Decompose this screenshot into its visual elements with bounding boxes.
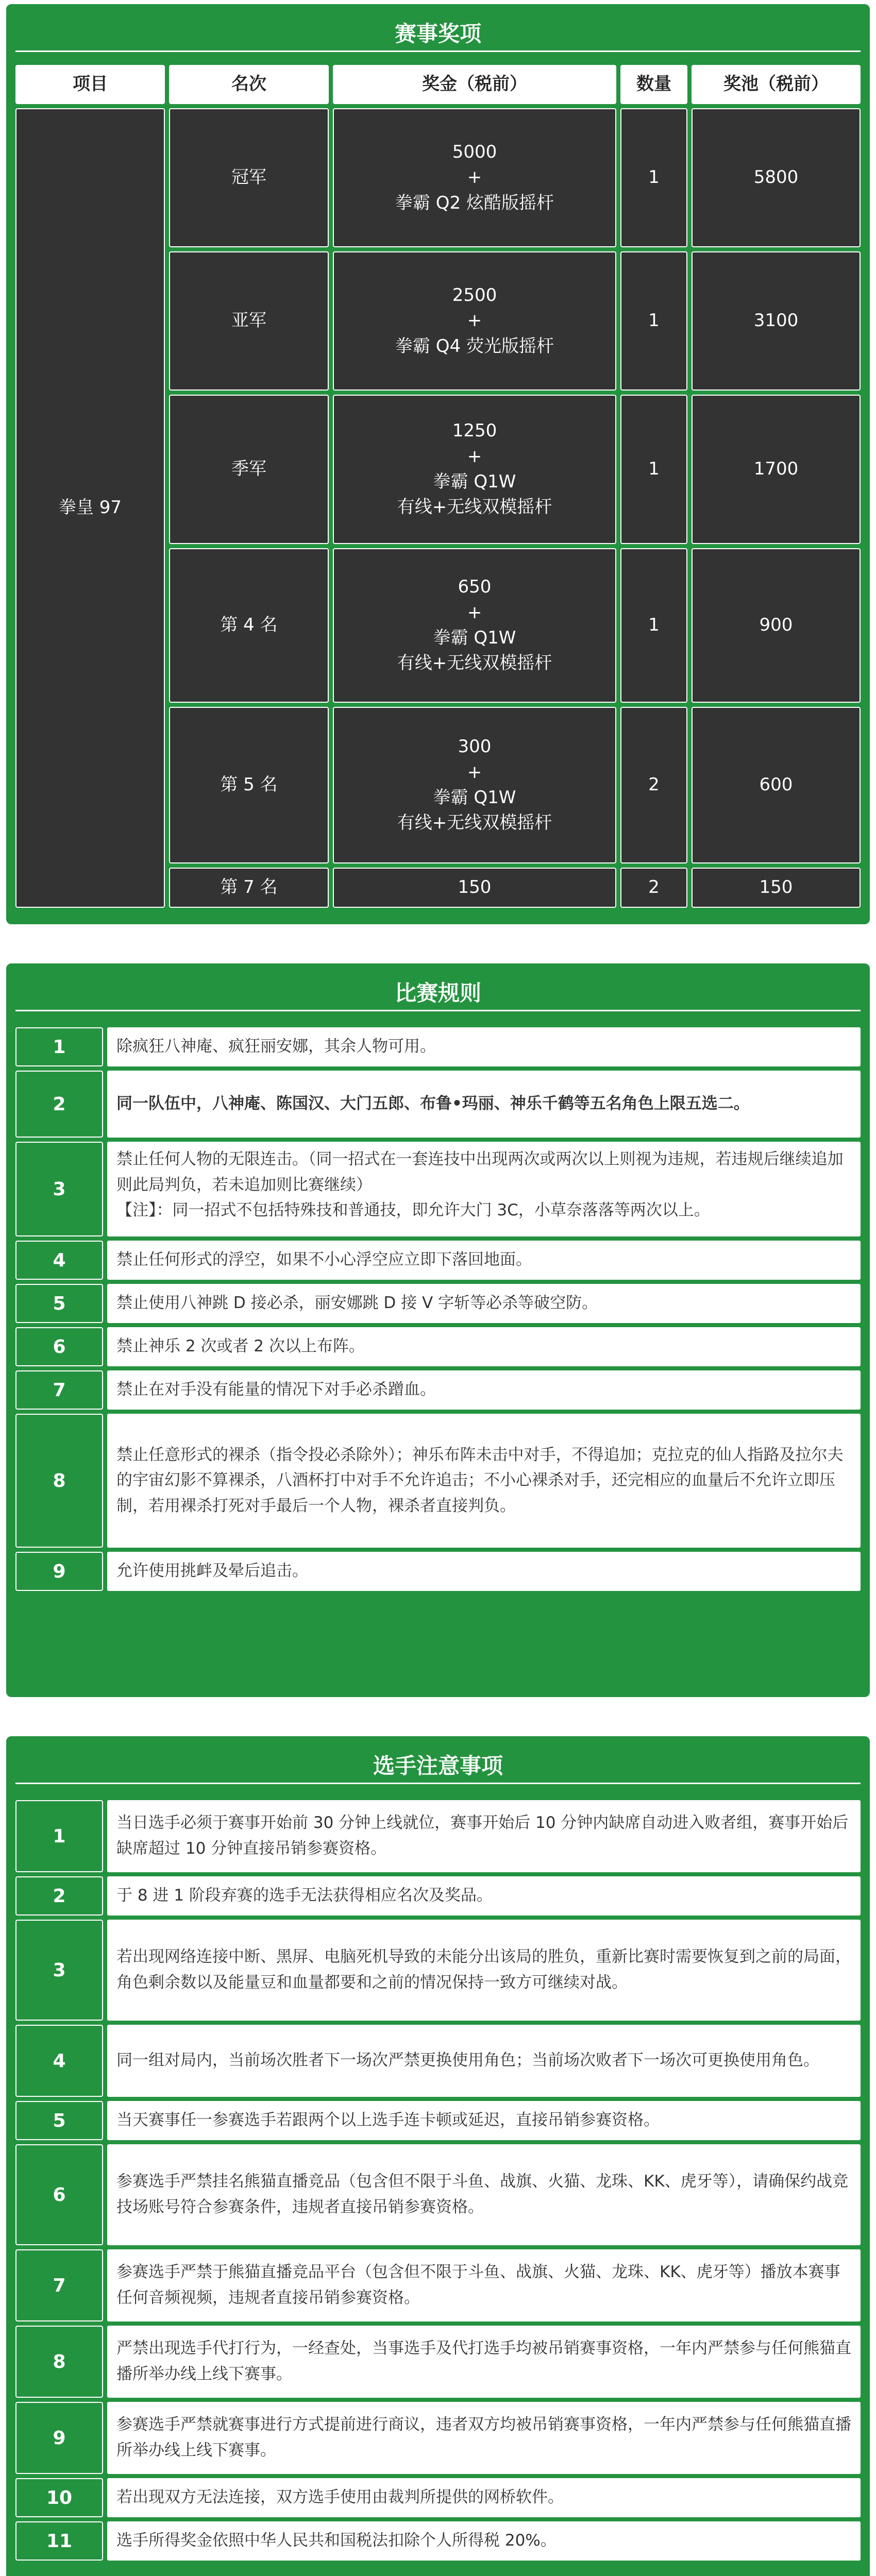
note-text: 当日选手必须于赛事开始前 30 分钟上线就位，赛事开始后 10 分钟内缺席自动进入败者组，赛事开始后缺席超过 10 分钟直接吊销参赛资格。 bbox=[107, 1800, 861, 1872]
bonus-line: 拳霸 Q4 荧光版摇杆 bbox=[395, 335, 554, 357]
rule-number: 4 bbox=[15, 1241, 103, 1280]
bonus-line: 有线+无线双模摇杆 bbox=[397, 497, 552, 518]
rule-number: 3 bbox=[15, 1142, 103, 1236]
rank-cell: 亚军 bbox=[169, 251, 329, 391]
note-number: 1 bbox=[15, 1800, 103, 1872]
qty-cell: 1 bbox=[620, 548, 687, 703]
header-pool: 奖池（税前） bbox=[692, 65, 861, 104]
rule-text: 除疯狂八神庵、疯狂丽安娜，其余人物可用。 bbox=[107, 1027, 861, 1066]
note-text: 参赛选手严禁挂名熊猫直播竞品（包含但不限于斗鱼、战旗、火猫、龙珠、KK、虎牙等），请确保约战竞技场账号符合参赛条件，违规者直接吊销参赛资格。 bbox=[107, 2144, 861, 2245]
bonus-line: 650 bbox=[458, 577, 492, 598]
rule-text: 同一队伍中，八神庵、陈国汉、大门五郎、布鲁•玛丽、神乐千鹤等五名角色上限五选二。 bbox=[107, 1071, 861, 1138]
qty-cell: 1 bbox=[620, 108, 687, 247]
notes-title: 选手注意事项 bbox=[15, 1747, 861, 1784]
pool-cell: 900 bbox=[692, 548, 861, 703]
bonus-cell bbox=[333, 108, 616, 247]
qty-cell: 1 bbox=[620, 395, 687, 544]
rule-text: 禁止使用八神跳 D 接必杀，丽安娜跳 D 接 V 字斩等必杀等破空防。 bbox=[107, 1284, 861, 1323]
pool-cell: 1700 bbox=[692, 395, 861, 544]
rule-number: 7 bbox=[15, 1370, 103, 1410]
rank-cell: 冠军 bbox=[169, 108, 329, 247]
rank-cell: 第 7 名 bbox=[169, 868, 329, 908]
note-number: 6 bbox=[15, 2144, 103, 2245]
note-text: 若出现网络连接中断、黑屏、电脑死机导致的未能分出该局的胜负，重新比赛时需要恢复到之前的局面，角色剩余数以及能量豆和血量都要和之前的情况保持一致方可继续对战。 bbox=[107, 1920, 861, 2021]
bonus-cell bbox=[333, 707, 616, 863]
note-number: 7 bbox=[15, 2249, 103, 2321]
header-bonus: 奖金（税前） bbox=[333, 65, 616, 104]
rule-number: 9 bbox=[15, 1552, 103, 1591]
qty-cell: 2 bbox=[620, 707, 687, 863]
note-text: 严禁出现选手代打行为，一经查处，当事选手及代打选手均被吊销赛事资格，一年内严禁参与任何熊猫直播所举办线上线下赛事。 bbox=[107, 2326, 861, 2398]
rules-section bbox=[6, 963, 870, 1697]
note-number: 5 bbox=[15, 2101, 103, 2140]
pool-cell: 600 bbox=[692, 707, 861, 863]
bonus-line: + bbox=[467, 602, 482, 623]
rule-text: 允许使用挑衅及晕后追击。 bbox=[107, 1552, 861, 1591]
rank-cell: 第 4 名 bbox=[169, 548, 329, 703]
note-text: 若出现双方无法连接，双方选手使用由裁判所提供的网桥软件。 bbox=[107, 2478, 861, 2517]
note-number: 10 bbox=[15, 2478, 103, 2517]
prize-section bbox=[6, 4, 870, 924]
pool-cell: 5800 bbox=[692, 108, 861, 247]
bonus-line: + bbox=[467, 761, 482, 783]
pool-cell: 3100 bbox=[692, 251, 861, 391]
rule-number: 8 bbox=[15, 1414, 103, 1548]
bonus-line: 2500 bbox=[452, 285, 497, 306]
notes-section bbox=[6, 1736, 870, 2576]
rule-number: 5 bbox=[15, 1284, 103, 1323]
note-text: 当天赛事任一参赛选手若跟两个以上选手连卡顿或延迟，直接吊销参赛资格。 bbox=[107, 2101, 861, 2140]
rule-text bbox=[107, 1142, 861, 1236]
bonus-cell bbox=[333, 251, 616, 391]
header-rank: 名次 bbox=[169, 65, 329, 104]
note-number: 2 bbox=[15, 1876, 103, 1916]
note-number: 8 bbox=[15, 2326, 103, 2398]
note-text: 于 8 进 1 阶段弃赛的选手无法获得相应名次及奖品。 bbox=[107, 1876, 861, 1916]
bonus-line: + bbox=[467, 446, 482, 467]
note-number: 3 bbox=[15, 1920, 103, 2021]
note-number: 9 bbox=[15, 2402, 103, 2474]
rule-3-main: 禁止任何人物的无限连击。（同一招式在一套连技中出现两次或两次以上则视为违规，若违规后继续追加则此局判负，若未追加则比赛继续） bbox=[116, 1150, 844, 1194]
qty-cell: 2 bbox=[620, 868, 687, 908]
bonus-line: 有线+无线双模摇杆 bbox=[397, 653, 552, 674]
bonus-line: 拳霸 Q1W bbox=[433, 628, 516, 648]
bonus-line: 拳霸 Q1W bbox=[433, 787, 516, 808]
note-number: 4 bbox=[15, 2025, 103, 2097]
bonus-line: 有线+无线双模摇杆 bbox=[397, 812, 552, 834]
game-name: 拳皇 97 bbox=[15, 108, 165, 908]
rule-3-note: 【注】：同一招式不包括特殊技和普通技，即允许大门 3C，小草奈落落等两次以上。 bbox=[116, 1201, 710, 1220]
rule-text: 禁止在对手没有能量的情况下对手必杀蹭血。 bbox=[107, 1370, 861, 1410]
bonus-line: 1250 bbox=[452, 420, 497, 442]
note-number: 11 bbox=[15, 2521, 103, 2561]
bonus-line: + bbox=[467, 167, 482, 188]
rule-number: 6 bbox=[15, 1327, 103, 1366]
bonus-cell bbox=[333, 548, 616, 703]
bonus-line: 拳霸 Q2 炫酷版摇杆 bbox=[395, 192, 554, 213]
rule-number: 2 bbox=[15, 1071, 103, 1138]
header-item: 项目 bbox=[15, 65, 165, 104]
bonus-cell: 150 bbox=[333, 868, 616, 908]
rule-text: 禁止任意形式的裸杀（指令投必杀除外）；神乐布阵未击中对手，不得追加；克拉克的仙人指路及拉尔夫的宇宙幻影不算裸杀，八酒杯打中对手不允许追击；不小心裸杀对手，还完相应的血量后不允许立即压制，若用裸杀打死对手最后一个人物，裸杀者直接判负。 bbox=[107, 1414, 861, 1548]
bonus-line: 5000 bbox=[452, 142, 497, 163]
bonus-cell bbox=[333, 395, 616, 544]
rank-cell: 第 5 名 bbox=[169, 707, 329, 863]
rule-text: 禁止任何形式的浮空，如果不小心浮空应立即下落回地面。 bbox=[107, 1241, 861, 1280]
rule-text: 禁止神乐 2 次或者 2 次以上布阵。 bbox=[107, 1327, 861, 1366]
header-qty: 数量 bbox=[620, 65, 687, 104]
note-text: 同一组对局内，当前场次胜者下一场次严禁更换使用角色；当前场次败者下一场次可更换使用角色。 bbox=[107, 2025, 861, 2097]
rules-title: 比赛规则 bbox=[15, 974, 861, 1011]
bonus-line: 300 bbox=[458, 736, 492, 757]
rule-number: 1 bbox=[15, 1027, 103, 1066]
pool-cell: 150 bbox=[692, 868, 861, 908]
prize-title: 赛事奖项 bbox=[15, 14, 861, 52]
note-text: 参赛选手严禁于熊猫直播竞品平台（包含但不限于斗鱼、战旗、火猫、龙珠、KK、虎牙等）播放本赛事任何音频视频，违规者直接吊销参赛资格。 bbox=[107, 2249, 861, 2321]
bonus-line: + bbox=[467, 310, 482, 331]
rank-cell: 季军 bbox=[169, 395, 329, 544]
qty-cell: 1 bbox=[620, 251, 687, 391]
note-text: 参赛选手严禁就赛事进行方式提前进行商议，违者双方均被吊销赛事资格，一年内严禁参与任何熊猫直播所举办线上线下赛事。 bbox=[107, 2402, 861, 2474]
bonus-line: 拳霸 Q1W bbox=[433, 471, 516, 492]
note-text: 选手所得奖金依照中华人民共和国税法扣除个人所得税 20%。 bbox=[107, 2521, 861, 2561]
